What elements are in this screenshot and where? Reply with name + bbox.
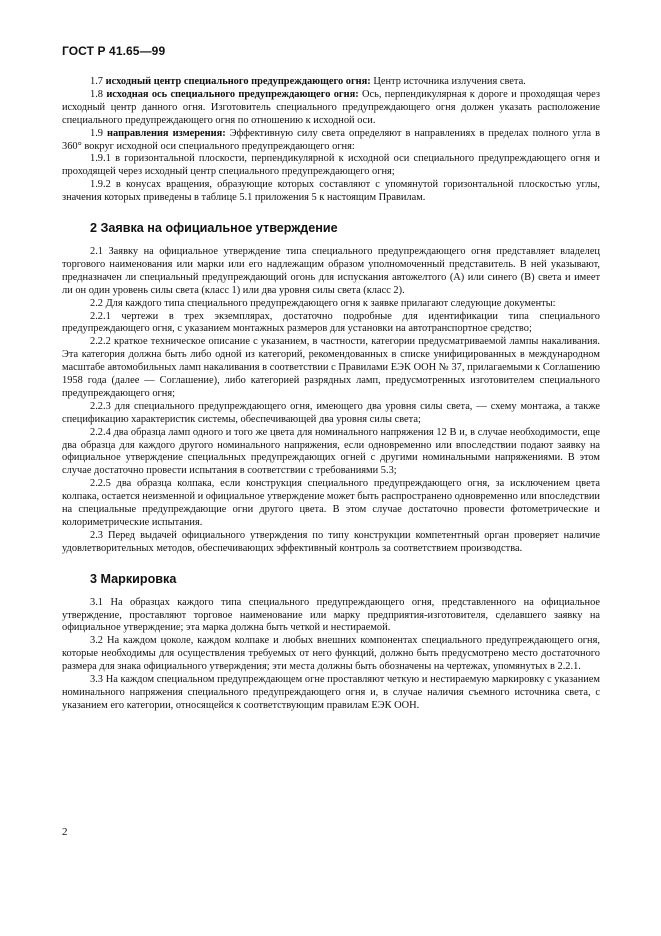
clause-2-1: 2.1 Заявку на официальное утверждение типа специального предупреждающего огня представляет владелец торгового наименования или марки или его надлежащим образом уполномоченный представитель. В ней указывают, предназначен ли специальный предупреждающий огонь для испускания автожелтого (А) или синего (В) света и имеет ли он один уровень силы света (класс 1) или два уровня силы света (класс 2). xyxy=(62,245,600,296)
page-number: 2 xyxy=(62,826,68,838)
page-content xyxy=(62,76,600,713)
section-3-heading: 3 Маркировка xyxy=(90,571,177,586)
clause-3-2: 3.2 На каждом цоколе, каждом колпаке и любых внешних компонентах специального предупреждающего огня, которые необходимы для осуществления требуемых от него функций, должно быть предусмотрено место достаточного размера для знака официального утверждения; эти места должны быть обозначены на чертежах, упомянутых в 2.2.1. xyxy=(62,635,600,673)
clause-2-2: 2.2 Для каждого типа специального предупреждающего огня к заявке прилагают следующие документы: xyxy=(90,297,556,309)
section-2-heading: 2 Заявка на официальное утверждение xyxy=(90,221,338,236)
clause-2-2-5: 2.2.5 два образца колпака, если конструкция специального предупреждающего огня, за исключением цвета колпака, остается неизменной и официальное утверждение может быть распространено одновременно или впоследствии на специальные предупреждающие огни другого цвета. В этом случае достаточно провести фотометрические и колориметрические испытания. xyxy=(62,478,600,528)
clause-1-7: 1.7 исходный центр специального предупреждающего огня: Центр источника излучения света. xyxy=(90,76,526,87)
term: исходный центр специального предупреждающего огня: xyxy=(105,76,371,87)
standard-header: ГОСТ Р 41.65—99 xyxy=(62,44,166,58)
clause-2-2-4: 2.2.4 два образца ламп одного и того же цвета для номинального напряжения 12 В и, в случае необходимости, еще два образца для каждого другого номинального напряжения, если одновременно или впоследствии подают заявку на официальное утверждение специальных предупреждающих огней с другими номинальными напряжениями. В этом случае достаточно провести испытания в соответствии с требованиями 5.3; xyxy=(62,426,600,477)
clause-3-3: 3.3 На каждом специальном предупреждающем огне проставляют четкую и нестираемую маркировку с указанием номинального напряжения специального предупреждающего огня и, в случае наличия съемного источника света, с указанием его категории, относящейся к соответствующим правилам ЕЭК ООН. xyxy=(62,674,600,711)
clause-1-8: 1.8 исходная ось специального предупреждающего огня: Ось, перпендикулярная к дороге и проходящая через исходный центр данного огня. Изготовитель специального предупреждающего огня должен указать расположение специального предупреждающего огня по отношению к исходной оси. xyxy=(62,88,600,126)
clause-1-9-1: 1.9.1 в горизонтальной плоскости, перпендикулярной к исходной оси специального предупреждающего огня и проходящей через исходный центр специального предупреждающего огня; xyxy=(62,153,600,178)
clause-1-9-2: 1.9.2 в конусах вращения, образующие которых составляют с упомянутой горизонтальной плоскостью углы, значения которых приведены в таблице 5.1 приложения 5 к настоящим Правилам. xyxy=(62,179,600,204)
clause-3-1: 3.1 На образцах каждого типа специального предупреждающего огня, представленного на официальное утверждение, проставляют торговое наименование или марку предприятия-изготовителя, сделавшего заявку на официальное утверждение; эта марка должна быть четкой и нестираемой. xyxy=(62,596,600,634)
clause-2-2-3: 2.2.3 для специального предупреждающего огня, имеющего два уровня силы света, — схему монтажа, а также спецификацию характеристик системы, обеспечивающей два уровня силы света; xyxy=(62,400,600,425)
clause-1-9: 1.9 направления измерения: Эффективную силу света определяют в направлениях в пределах полного угла в 360° вокруг исходной оси специального предупреждающего огня: xyxy=(62,127,600,152)
term: исходная ось специального предупреждающего огня: xyxy=(106,88,359,100)
clause-2-3: 2.3 Перед выдачей официального утверждения по типу конструкции компетентный орган проверяет наличие удовлетворительных методов, обеспечивающих эффективный контроль за соответствием производства. xyxy=(62,529,600,554)
clause-2-2-1: 2.2.1 чертежи в трех экземплярах, достаточно подробные для идентификации типа специального предупреждающего огня, с указанием монтажных размеров для установки на автотранспортное средство; xyxy=(62,310,600,335)
term: направления измерения: xyxy=(107,127,226,139)
clause-2-2-2: 2.2.2 краткое техническое описание с указанием, в частности, категории предусматриваемой лампы накаливания. Эта категория должна быть либо одной из категорий, рекомендованных в списке унифицированных в международном масштабе автомобильных ламп накаливания в соответствии с Правилами ЕЭК ООН № 37, прилагаемыми к Соглашению 1958 года (далее — Соглашение), либо категорией разрядных ламп, предусмотренных изготовителем специального предупреждающего огня; xyxy=(62,336,600,399)
